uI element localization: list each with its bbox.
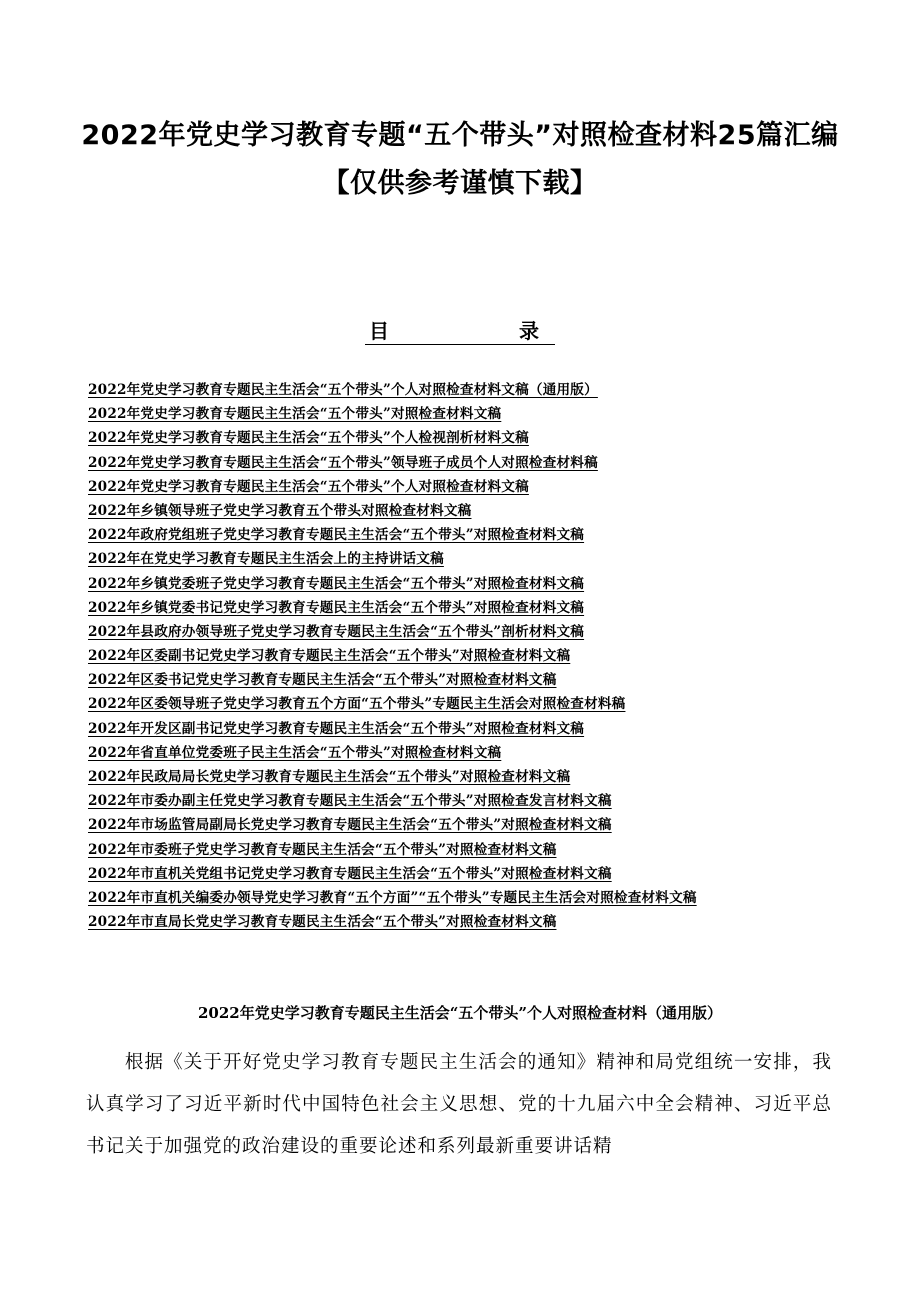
toc-item: [88, 546, 888, 570]
toc-item: [88, 691, 888, 715]
toc-link[interactable]: 2022年党史学习教育专题民主生活会“五个带头”个人检视剖析材料文稿: [88, 430, 529, 447]
toc-item: [88, 571, 888, 595]
toc-item: [88, 498, 888, 522]
toc-item: [88, 716, 888, 740]
toc-link[interactable]: 2022年市委办副主任党史学习教育专题民主生活会“五个带头”对照检查发言材料文稿: [88, 793, 612, 810]
toc-heading-text: 目录: [365, 318, 555, 345]
toc-item: [88, 861, 888, 885]
toc-item: [88, 474, 888, 498]
section-title: 2022年党史学习教育专题民主生活会“五个带头”个人对照检查材料（通用版）: [197, 1004, 722, 1022]
toc-link[interactable]: 2022年市场监管局副局长党史学习教育专题民主生活会“五个带头”对照检查材料文稿: [88, 817, 612, 834]
toc-item: [88, 595, 888, 619]
toc-link[interactable]: 2022年在党史学习教育专题民主生活会上的主持讲话文稿: [88, 551, 444, 568]
toc-item: [88, 740, 888, 764]
toc-link[interactable]: 2022年省直单位党委班子民主生活会“五个带头”对照检查材料文稿: [88, 744, 502, 761]
toc-link[interactable]: 2022年乡镇党委书记党史学习教育专题民主生活会“五个带头”对照检查材料文稿: [88, 599, 585, 616]
toc-item: [88, 667, 888, 691]
toc-link[interactable]: 2022年开发区副书记党史学习教育专题民主生活会“五个带头”对照检查材料文稿: [88, 720, 585, 737]
toc-link[interactable]: 2022年市直机关编委办领导党史学习教育“五个方面”“五个带头”专题民主生活会对照检查材料文稿: [88, 889, 697, 906]
toc-item: [88, 837, 888, 861]
toc-link[interactable]: 2022年党史学习教育专题民主生活会“五个带头”个人对照检查材料文稿（通用版）: [88, 382, 598, 398]
toc-link[interactable]: 2022年党史学习教育专题民主生活会“五个带头”个人对照检查材料文稿: [88, 478, 529, 495]
toc-link[interactable]: 2022年乡镇领导班子党史学习教育五个带头对照检查材料文稿: [88, 502, 472, 519]
toc-link[interactable]: 2022年党史学习教育专题民主生活会“五个带头”领导班子成员个人对照检查材料稿: [88, 454, 598, 471]
toc-item: [88, 619, 888, 643]
toc-item: [88, 522, 888, 546]
toc-link[interactable]: 2022年县政府办领导班子党史学习教育专题民主生活会“五个带头”剖析材料文稿: [88, 623, 585, 640]
toc-link[interactable]: 2022年区委书记党史学习教育专题民主生活会“五个带头”对照检查材料文稿: [88, 672, 557, 689]
toc-item: [88, 425, 888, 449]
toc-link[interactable]: 2022年市直局长党史学习教育专题民主生活会“五个带头”对照检查材料文稿: [88, 914, 557, 931]
toc-link[interactable]: 2022年市委班子党史学习教育专题民主生活会“五个带头”对照检查材料文稿: [88, 841, 557, 858]
toc-link[interactable]: 2022年党史学习教育专题民主生活会“五个带头”对照检查材料文稿: [88, 406, 502, 423]
document-title: 2022年党史学习教育专题“五个带头”对照检查材料25篇汇编【仅供参考谨慎下载】: [81, 120, 839, 199]
toc-item: [88, 909, 888, 933]
toc-item: [88, 377, 888, 401]
toc-item: [88, 450, 888, 474]
toc-item: [88, 885, 888, 909]
toc-item: [88, 788, 888, 812]
toc-link[interactable]: 2022年区委副书记党史学习教育专题民主生活会“五个带头”对照检查材料文稿: [88, 648, 571, 665]
toc-link[interactable]: 2022年乡镇党委班子党史学习教育专题民主生活会“五个带头”对照检查材料文稿: [88, 575, 585, 592]
table-of-contents: [88, 377, 888, 933]
toc-link[interactable]: 2022年市直机关党组书记党史学习教育专题民主生活会“五个带头”对照检查材料文稿: [88, 865, 612, 882]
toc-item: [88, 401, 888, 425]
toc-heading: [0, 318, 920, 345]
toc-item: [88, 643, 888, 667]
toc-item: [88, 764, 888, 788]
toc-item: [88, 812, 888, 836]
toc-link[interactable]: 2022年政府党组班子党史学习教育专题民主生活会“五个带头”对照检查材料文稿: [88, 527, 585, 544]
toc-link[interactable]: 2022年民政局局长党史学习教育专题民主生活会“五个带头”对照检查材料文稿: [88, 769, 571, 785]
body-paragraph: 根据《关于开好党史学习教育专题民主生活会的通知》精神和局党组统一安排，我认真学习了习近平新时代中国特色社会主义思想、党的十九届六中全会精神、习近平总书记关于加强党的政治建设的重要论述和系列最新重要讲话精: [86, 1052, 832, 1157]
toc-link[interactable]: 2022年区委领导班子党史学习教育五个方面“五个带头”专题民主生活会对照检查材料稿: [88, 696, 626, 713]
